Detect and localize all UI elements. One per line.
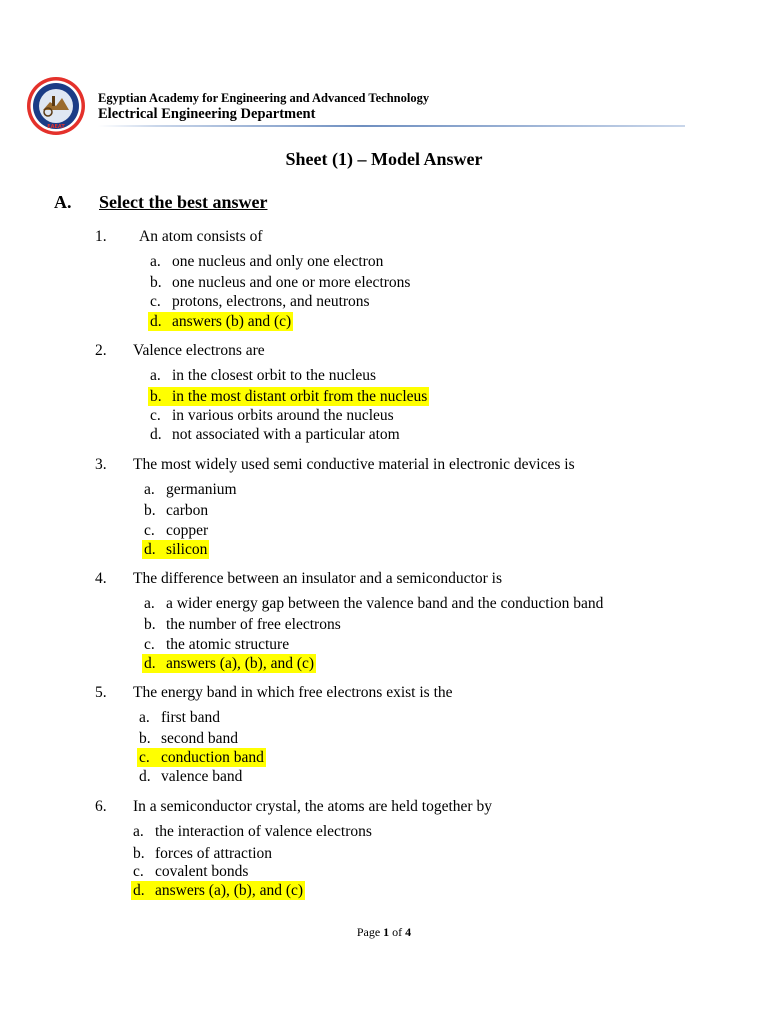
option-item-correct	[137, 748, 266, 767]
option-text: conduction band	[161, 749, 264, 766]
institution-name: Egyptian Academy for Engineering and Advanced Technology	[98, 91, 430, 105]
option-text: one nucleus and one or more electrons	[172, 274, 411, 291]
option-letter: c.	[150, 407, 161, 424]
option-item-correct	[148, 312, 293, 331]
question-text: An atom consists of	[139, 228, 263, 245]
option-item	[144, 480, 237, 499]
option-item	[133, 844, 272, 863]
option-text: answers (b) and (c)	[172, 313, 292, 330]
option-item	[133, 862, 248, 881]
option-letter: c.	[133, 863, 144, 880]
option-item	[139, 729, 238, 748]
option-item	[139, 767, 242, 786]
page-title: Sheet (1) – Model Answer	[285, 149, 483, 169]
header-divider	[98, 125, 685, 127]
option-item-correct	[142, 540, 209, 559]
option-letter: c.	[144, 522, 155, 539]
option-letter: a.	[139, 709, 150, 726]
option-text: forces of attraction	[155, 845, 273, 862]
option-text: a wider energy gap between the valence band and the conduction band	[166, 595, 604, 612]
page-of: of	[392, 925, 403, 939]
option-letter: a.	[133, 823, 144, 840]
option-text: first band	[161, 709, 220, 726]
option-text: one nucleus and only one electron	[172, 253, 384, 270]
option-item	[139, 708, 220, 727]
option-letter: d.	[150, 426, 162, 443]
option-text: the atomic structure	[166, 636, 290, 653]
option-letter: d.	[139, 768, 151, 785]
question-number: 2.	[95, 342, 107, 359]
option-item	[144, 501, 208, 520]
option-text: copper	[166, 522, 209, 539]
section-letter: A.	[54, 192, 72, 212]
option-item	[144, 615, 341, 634]
question-number: 1.	[95, 228, 107, 245]
option-letter: b.	[144, 502, 156, 519]
option-text: answers (a), (b), and (c)	[155, 882, 304, 899]
option-letter: d.	[144, 655, 156, 672]
option-text: germanium	[166, 481, 237, 498]
option-text: not associated with a particular atom	[172, 426, 400, 443]
option-item	[144, 521, 208, 540]
option-letter: b.	[139, 730, 151, 747]
question-text: The difference between an insulator and a semiconductor is	[133, 570, 502, 587]
question-number: 6.	[95, 798, 107, 815]
option-letter: a.	[144, 595, 155, 612]
option-text: valence band	[161, 768, 243, 785]
option-letter: c.	[144, 636, 155, 653]
question-text: The energy band in which free electrons exist is the	[133, 684, 453, 701]
option-text: in the most distant orbit from the nucleus	[172, 388, 428, 405]
option-text: covalent bonds	[155, 863, 249, 880]
option-letter: d.	[133, 882, 145, 899]
option-letter: d.	[150, 313, 162, 330]
option-letter: c.	[150, 293, 161, 310]
option-text: carbon	[166, 502, 209, 519]
option-item	[150, 406, 394, 425]
option-item	[144, 594, 603, 613]
option-letter: b.	[133, 845, 145, 862]
option-text: protons, electrons, and neutrons	[172, 293, 370, 310]
option-item	[150, 425, 400, 444]
option-text: in the closest orbit to the nucleus	[172, 367, 377, 384]
option-letter: a.	[150, 253, 161, 270]
option-letter: b.	[150, 388, 162, 405]
section-title: Select the best answer	[99, 192, 268, 212]
question-text: Valence electrons are	[133, 342, 265, 359]
option-text: second band	[161, 730, 239, 747]
option-letter: a.	[144, 481, 155, 498]
option-item-correct	[148, 387, 429, 406]
option-text: in various orbits around the nucleus	[172, 407, 394, 424]
option-text: the number of free electrons	[166, 616, 341, 633]
logo-text: EAEAT	[47, 124, 65, 130]
page-number	[0, 925, 768, 940]
option-item	[133, 822, 372, 841]
option-text: answers (a), (b), and (c)	[166, 655, 315, 672]
question-text: The most widely used semi conductive material in electronic devices is	[133, 456, 575, 473]
option-item	[150, 252, 383, 271]
page-total: 4	[405, 925, 412, 939]
option-item	[150, 292, 370, 311]
question-number: 3.	[95, 456, 107, 473]
page-prefix: Page	[356, 925, 381, 939]
question-number: 4.	[95, 570, 107, 587]
page-current: 1	[383, 925, 390, 939]
option-letter: d.	[144, 541, 156, 558]
option-item-correct	[142, 654, 316, 673]
question-text: In a semiconductor crystal, the atoms are held together by	[133, 798, 492, 815]
question-number: 5.	[95, 684, 107, 701]
option-letter: b.	[150, 274, 162, 291]
option-letter: c.	[139, 749, 150, 766]
option-letter: a.	[150, 367, 161, 384]
option-item-correct	[131, 881, 305, 900]
option-text: silicon	[166, 541, 208, 558]
option-text: the interaction of valence electrons	[155, 823, 372, 840]
option-item	[150, 273, 410, 292]
option-letter: b.	[144, 616, 156, 633]
option-item	[150, 366, 376, 385]
option-item	[144, 635, 289, 654]
department-name: Electrical Engineering Department	[98, 106, 316, 122]
academy-logo	[26, 76, 86, 136]
